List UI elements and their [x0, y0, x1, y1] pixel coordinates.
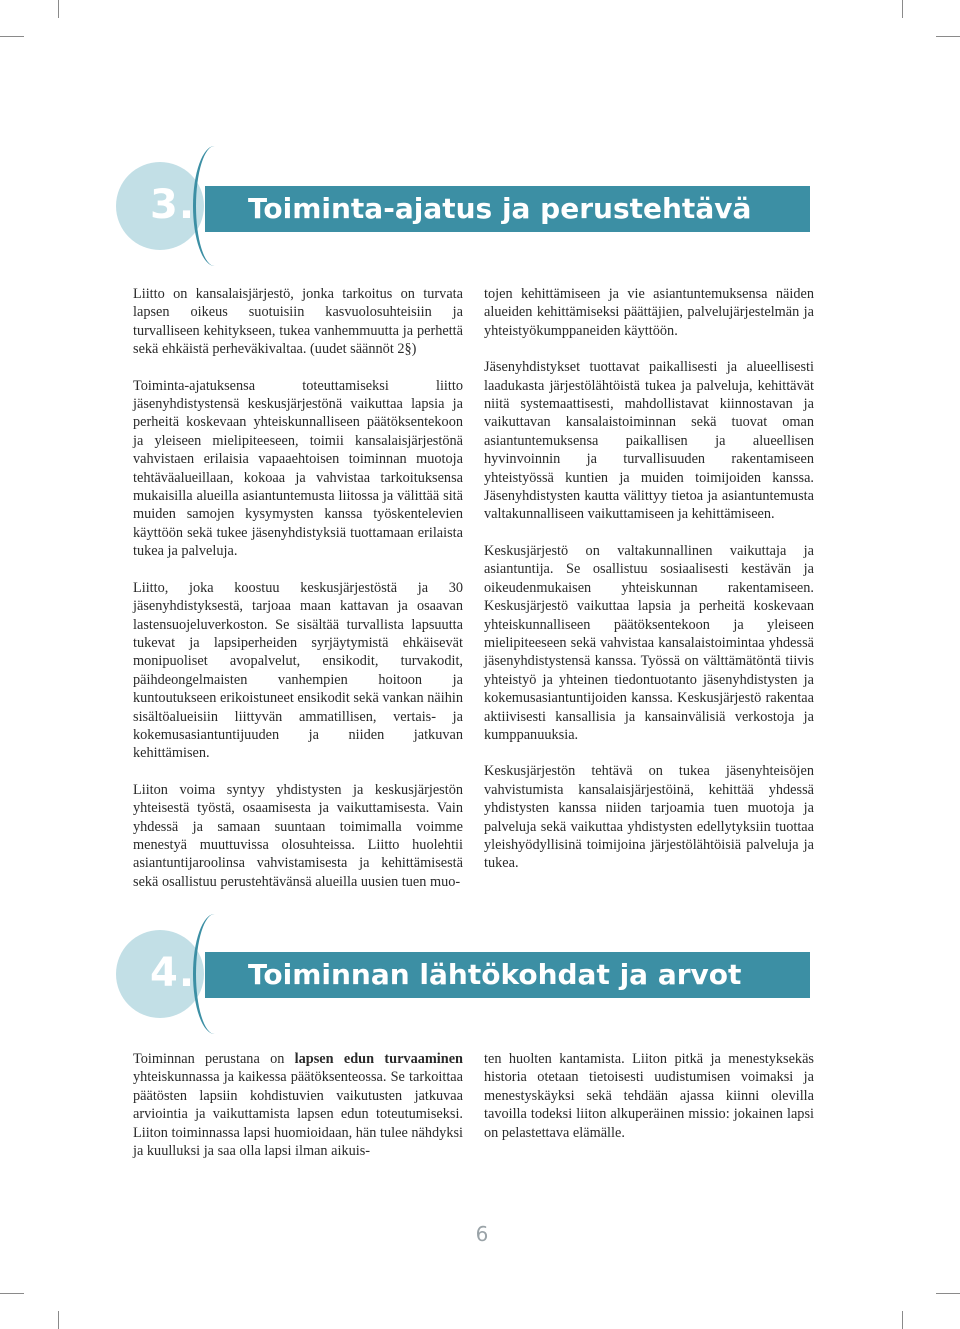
crop-mark [58, 0, 59, 18]
section-number: 4. [150, 950, 196, 996]
section-4-header [0, 918, 960, 1038]
section-title: Toiminta-ajatus ja perustehtävä [248, 192, 752, 225]
crop-mark [0, 36, 24, 37]
paragraph: Keskusjärjestö on valtakunnallinen vaikuttaja ja asiantuntija. Se osallistuu sosiaalisesti kestävän ja oikeudenmukaisen yhteiskunnan rakentamiseen. Keskusjärjestö vaikuttaa lapsia ja perheitä koskevaan yhteiskunnalliseen päätöksentekoon ja yleiseen mielipiteeseen sekä vahvistaa kansalaistoimintaa yhdessä jäsenyhdistystensä kanssa. Työssä on välttämätöntä tiivis yhteistyö ja yhteinen tiedontuotanto jäsenyhdistysten ja kokemusasiantuntijoiden kanssa. Keskusjärjestö rakentaa aktiivisesti kansallisia ja kansainvälisiä verkostoja ja kumppanuuksia. [484, 542, 814, 743]
crop-mark [902, 0, 903, 18]
paragraph: ten huolten kantamista. Liiton pitkä ja menestyksekäs historia otetaan tietoisesti uudistumisen voimaksi ja menestyskäyksi sekä tehdään ajassa kiinni olevilla tavoilla todeksi liiton alkuperäinen missio: jokainen lapsi on pelastettava elämälle. [484, 1051, 814, 1141]
badge-separator [193, 914, 236, 1034]
paragraph: Toiminta-ajatuksensa toteuttamiseksi liitto jäsenyhdistystensä keskusjärjestönä vaikuttaa lapsia ja perheitä koskevaan yhteiskunnalliseen päätöksentekoon ja yleiseen mielipiteeseen, toimii kansalaisjärjestönä vahvistaen erilaisia vapaaehtoisen toiminnan muotoja tehtäväalueillaan, kokoaa ja vahvistaa tarkoituksensa mukaisilla alueilla asiantuntemusta liitossa ja välittää sitä muiden samojen kysymysten kanssa työskentelevien käyttöön sekä tukee jäsenyhdistyksiä tuottamaan erilaista tukea ja palveluja. [133, 377, 463, 560]
crop-mark [936, 1293, 960, 1294]
column-left [133, 1050, 463, 1178]
emphasis-text: lapsen edun turvaaminen [294, 1051, 463, 1067]
crop-mark [936, 36, 960, 37]
column-left [133, 285, 463, 909]
crop-mark [0, 1293, 24, 1294]
paragraph: Liitto on kansalaisjärjestö, jonka tarkoitus on turvata lapsen oikeus suotuisiin kasvuolosuhteisiin ja turvalliseen kehitykseen, tukea vanhemmuutta ja perhettä sekä ehkäistä perheväkivaltaa. (uudet säännöt 2§) [133, 286, 463, 358]
paragraph: Liitto, joka koostuu keskusjärjestöstä ja 30 jäsenyhdistyksestä, tarjoaa maan kattavan ja osaavan lastensuojeluverkoston. Se sisältää turvallista lapsuutta tukevat ja lapsiperheiden syrjäytymistä ehkäisevät monipuoliset avopalvelut, ensikodit, turvakodit, päihdeongelmaisten vanhempien hoitoon ja kuntoutukseen erikoistuneet ensikodit sekä vankan näihin sisältöalueisiin liittyvän ammatillisen, vertais- ja kokemusasiantuntijuuden ja niiden jatkuvan kehittämisen. [133, 579, 463, 762]
paragraph-rest: yhteiskunnassa ja kaikessa päätöksenteossa. Se tarkoittaa päätösten lapsiin kohdistuvien vaikutusten jatkuvaa arviointia ja vaikuttamista lapsen edun toteutumiseksi. Liiton toiminnassa lapsi huomioidaan, hän tulee nähdyksi ja kuulluksi ja saa olla lapsi ilman aikuis- [133, 1069, 463, 1160]
paragraph: tojen kehittämiseen ja vie asiantuntemuksensa näiden alueiden kehittämiseksi päättäjien, palvelujärjestelmän ja yhteistyökumppaneiden käyttöön. [484, 286, 814, 339]
paragraph-lead: Toiminnan perustana on [133, 1051, 285, 1067]
section-number: 3. [150, 182, 196, 228]
page-number: 6 [475, 1222, 489, 1246]
section-title: Toiminnan lähtökohdat ja arvot [248, 958, 742, 991]
badge-separator [193, 146, 236, 266]
paragraph [133, 1050, 463, 1160]
crop-mark [902, 1311, 903, 1329]
column-right [484, 1050, 814, 1160]
paragraph: Jäsenyhdistykset tuottavat paikallisesti ja alueellisesti laadukasta järjestölähtöistä tukea ja palveluja, kehittävät niitä systemaattisesti, mahdollistavat kiinnostavan ja vaikuttavan kansalaistoiminnan sekä tuovat oman asiantuntemuksensa paikallisen ja alueellisen hyvinvoinnin ja turvallisuuden rakentamiseen yhteistyössä kuntien ja muiden toimijoiden kanssa. Jäsenyhdistysten kautta välittyy tietoa ja asiantuntemusta valtakunnalliseen vaikuttamiseen ja kehittämiseen. [484, 359, 814, 523]
crop-mark [58, 1311, 59, 1329]
section-3-header [0, 150, 960, 270]
paragraph: Liiton voima syntyy yhdistysten ja keskusjärjestön yhteisestä työstä, osaamisesta ja vaikuttamisesta. Vain yhdessä ja samaan suuntaan toimimalla voimme menestyä muuttuvissa olosuhteissa. Liitto huolehtii asiantuntijaroolinsa vahvistamisesta ja kehittämisestä sekä osallistuu perustehtävänsä alueilla uusien tuen muo- [133, 781, 463, 890]
column-right [484, 285, 814, 891]
paragraph: Keskusjärjestön tehtävä on tukea jäsenyhteisöjen vahvistumista kansalaisjärjestöinä, kehittää yhdessä yhdistysten kanssa niiden tarjoamia tuen muotoja ja palveluja sekä vaikuttaa yhdistysten edellytyksiin tuottaa yleishyödyllisinä toimijoina järjestölähtöisiä palveluja ja tukea. [484, 763, 814, 872]
